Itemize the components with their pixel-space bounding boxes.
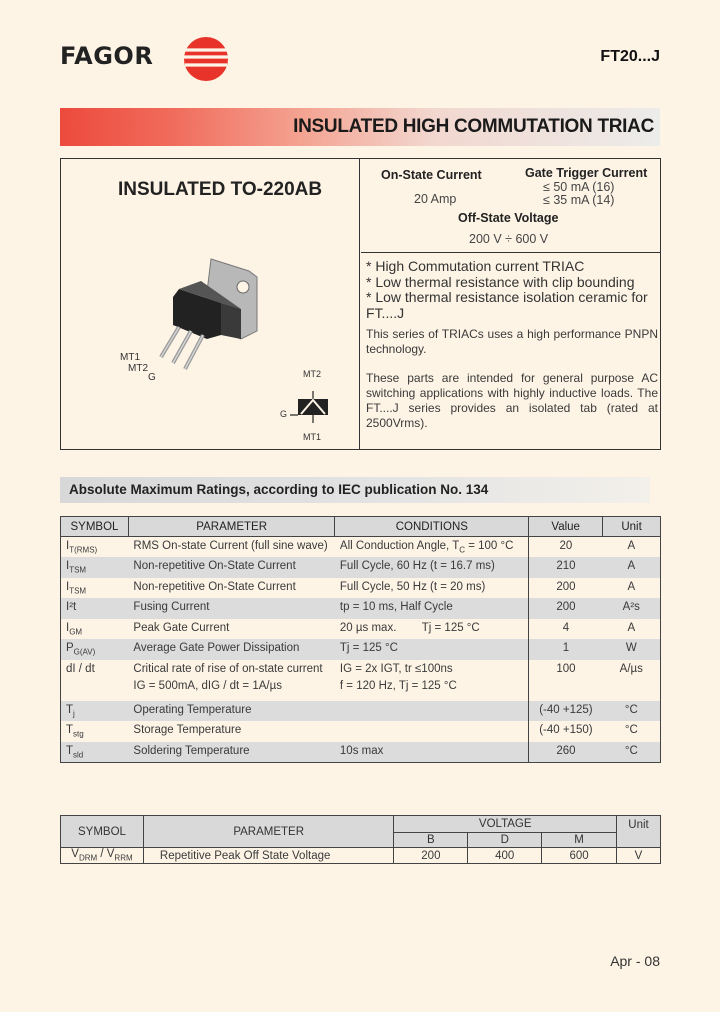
pin-label-mt2: MT2 bbox=[128, 363, 148, 374]
value-cell: (-40 +150) bbox=[539, 724, 593, 736]
table-row bbox=[61, 537, 661, 558]
symbol-cell: $T_{sld}$ bbox=[61, 742, 129, 763]
symbol-cell: $I_{GM}$ bbox=[61, 619, 129, 640]
symbol-cell: $T_j$ bbox=[61, 701, 129, 722]
value-cell: 260 bbox=[529, 742, 603, 763]
pin-label-g: G bbox=[148, 372, 156, 383]
value-cell: (-40 +125) bbox=[529, 701, 603, 722]
fagor-logo-icon bbox=[177, 36, 235, 82]
symbol-cell: $T_{stg}$ bbox=[61, 721, 129, 742]
table-row bbox=[61, 619, 661, 640]
part-number: FT20...J bbox=[600, 48, 660, 65]
parameter-cell: Fusing Current bbox=[128, 598, 334, 619]
table-row bbox=[61, 557, 661, 578]
package-title: INSULATED TO-220AB bbox=[118, 179, 323, 200]
feature-item: * Low thermal resistance isolation ceramic for FT....J bbox=[366, 289, 648, 321]
symbol-cell: $I_{TSM}$ bbox=[61, 557, 129, 578]
key-specs bbox=[361, 159, 660, 253]
table-row bbox=[61, 598, 661, 619]
feature-item: * High Commutation current TRIAC bbox=[366, 258, 585, 274]
package-panel bbox=[61, 159, 360, 449]
conditions-cell: Full Cycle, 60 Hz (t = 16.7 ms) bbox=[335, 557, 529, 578]
unit-cell: °C bbox=[603, 721, 661, 742]
footer-date: Apr - 08 bbox=[610, 953, 660, 969]
gate-trigger-label: Gate Trigger Current bbox=[525, 166, 648, 180]
unit-cell: °C bbox=[603, 701, 661, 722]
table-row bbox=[61, 721, 661, 742]
parameter-cell: RMS On-state Current (full sine wave) bbox=[133, 540, 328, 552]
to220-package-icon bbox=[161, 259, 257, 369]
parameter-cell: Storage Temperature bbox=[133, 724, 242, 736]
off-state-value: 200 V ÷ 600 V bbox=[469, 232, 549, 246]
ratings-section-bar bbox=[60, 477, 650, 503]
column-header: VOLTAGE bbox=[394, 816, 617, 833]
symbol-cell: $P_{G(AV)}$ bbox=[61, 639, 129, 660]
conditions-cell bbox=[335, 701, 529, 722]
parameter-cell: Peak Gate Current bbox=[133, 621, 230, 634]
symbol-cell: I²t bbox=[61, 598, 129, 619]
grade-header: D bbox=[468, 833, 542, 848]
table-row bbox=[61, 701, 661, 722]
gate-trigger-value-1: ≤ 50 mA (16) bbox=[543, 180, 615, 194]
symbol-label-mt1: MT1 bbox=[303, 432, 321, 442]
parameter-cell: Non-repetitive On-State Current bbox=[133, 580, 296, 593]
value-cell: 600 bbox=[542, 848, 617, 864]
symbol-cell: $I_{TSM}$ bbox=[61, 578, 129, 599]
column-header: SYMBOL bbox=[61, 517, 129, 537]
value-cell: 200 bbox=[394, 848, 468, 864]
unit-cell: °C bbox=[603, 742, 661, 763]
value-cell: 200 bbox=[529, 598, 603, 619]
table-header-row bbox=[61, 816, 661, 833]
column-header: PARAMETER bbox=[143, 816, 394, 848]
package-drawing bbox=[61, 159, 360, 449]
table-row bbox=[61, 660, 661, 701]
unit-cell: A bbox=[603, 537, 661, 558]
parameter-cell: Non-repetitive On-State Current bbox=[128, 557, 334, 578]
column-header: Unit bbox=[603, 517, 661, 537]
parameter-cell: Critical rate of rise of on-state current IG = 500mA, dIG / dt = 1A/µs bbox=[133, 662, 323, 692]
value-cell: 400 bbox=[468, 848, 542, 864]
unit-cell: A²s bbox=[603, 598, 661, 619]
document-title: INSULATED HIGH COMMUTATION TRIAC bbox=[293, 116, 654, 137]
conditions-cell: IG = 2x IGT, tr ≤100ns f = 120 Hz, Tj = 125 °C bbox=[335, 660, 529, 701]
parameter-cell: Soldering Temperature bbox=[128, 742, 334, 763]
unit-cell: A bbox=[603, 619, 661, 640]
unit-cell: A bbox=[603, 557, 661, 578]
on-state-value: 20 Amp bbox=[414, 192, 457, 206]
ratings-table bbox=[60, 516, 661, 763]
conditions-cell: 10s max bbox=[335, 742, 529, 763]
symbol-cell: $I_{T(RMS)}$ bbox=[61, 537, 129, 558]
parameter-cell: Operating Temperature bbox=[128, 701, 334, 722]
pin-label-mt1: MT1 bbox=[120, 352, 140, 363]
grade-header: M bbox=[542, 833, 617, 848]
parameter-cell: Average Gate Power Dissipation bbox=[128, 639, 334, 660]
table-header-row bbox=[61, 517, 661, 537]
conditions-cell: 20 µs max. Tj = 125 °C bbox=[335, 619, 529, 640]
symbol-label-mt2: MT2 bbox=[303, 369, 321, 379]
value-cell: 100 bbox=[556, 662, 576, 675]
table-row bbox=[61, 639, 661, 660]
column-header: PARAMETER bbox=[128, 517, 334, 537]
off-state-label: Off-State Voltage bbox=[458, 211, 559, 225]
features-list bbox=[366, 259, 658, 431]
on-state-label: On-State Current bbox=[381, 168, 482, 182]
column-header: CONDITIONS bbox=[335, 517, 529, 537]
symbol-cell: dI / dt bbox=[61, 660, 129, 701]
unit-cell: A bbox=[603, 578, 661, 599]
conditions-cell: tp = 10 ms, Half Cycle bbox=[335, 598, 529, 619]
brand-name: FAGOR bbox=[60, 42, 154, 70]
symbol-cell: $V_{DRM} / V_{RRM}$ bbox=[61, 848, 144, 864]
value-cell: 200 bbox=[556, 580, 576, 593]
table-row bbox=[61, 848, 661, 864]
table-row bbox=[61, 578, 661, 599]
voltage-table bbox=[60, 815, 661, 864]
feature-item: * Low thermal resistance with clip bounding bbox=[366, 273, 635, 290]
value-cell: 4 bbox=[562, 621, 570, 634]
description-paragraph: This series of TRIACs uses a high performance PNPN technology. bbox=[366, 327, 658, 356]
conditions-cell: All Conduction Angle, $T_C = 100$ °C bbox=[335, 537, 529, 558]
parameter-cell: Repetitive Peak Off State Voltage bbox=[143, 848, 394, 864]
conditions-cell bbox=[335, 721, 529, 742]
unit-cell: V bbox=[617, 848, 661, 864]
ratings-section-title: Absolute Maximum Ratings, according to IEC publication No. 134 bbox=[69, 482, 489, 497]
conditions-cell: Tj = 125 °C bbox=[335, 639, 529, 660]
overview-box bbox=[60, 158, 661, 450]
gate-trigger-value-2: ≤ 35 mA (14) bbox=[543, 193, 615, 207]
unit-cell: A/µs bbox=[603, 660, 661, 701]
title-banner bbox=[60, 108, 660, 146]
column-header: SYMBOL bbox=[61, 816, 144, 848]
column-header: Value bbox=[529, 517, 603, 537]
column-header: Unit bbox=[617, 816, 661, 848]
value-cell: 210 bbox=[529, 557, 603, 578]
value-cell: 20 bbox=[559, 540, 573, 552]
description-paragraph: These parts are intended for general purpose AC switching applications with highly inductive loads. The FT....J series provides an isolated tab (rated at 2500Vrms). bbox=[366, 371, 658, 430]
value-cell: 1 bbox=[529, 639, 603, 660]
grade-header: B bbox=[394, 833, 468, 848]
conditions-cell: Full Cycle, 50 Hz (t = 20 ms) bbox=[335, 578, 529, 599]
symbol-label-g: G bbox=[280, 409, 288, 419]
triac-symbol-icon bbox=[290, 391, 328, 423]
unit-cell: W bbox=[603, 639, 661, 660]
table-row bbox=[61, 742, 661, 763]
